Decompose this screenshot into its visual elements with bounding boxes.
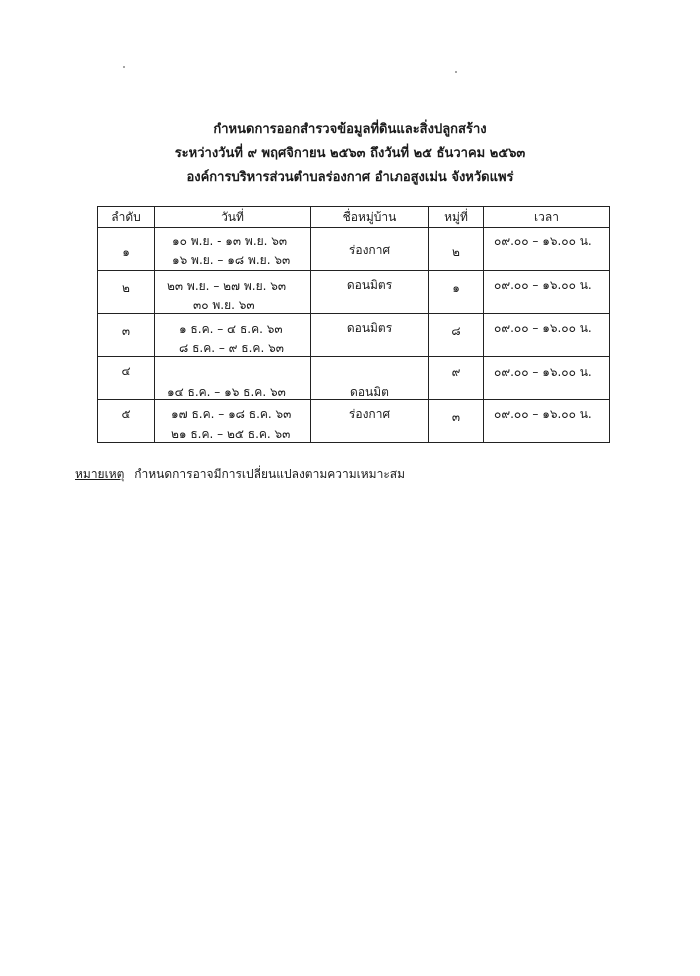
table-header-row	[98, 207, 610, 228]
time-range: ๐๙.๐๐ – ๑๖.๐๐ น.	[494, 278, 592, 292]
row-number: ๔	[121, 364, 131, 378]
date-range-1: ๑๗ ธ.ค. – ๑๘ ธ.ค. ๖๓	[171, 407, 292, 421]
date-range-2: ๘ ธ.ค. – ๙ ธ.ค. ๖๓	[179, 341, 284, 355]
moo-number: ๒	[452, 245, 460, 259]
header-date-range: ระหว่างวันที่ ๙ พฤศจิกายน ๒๕๖๓ ถึงวันที่ ๒๕ ธันวาคม ๒๕๖๓	[174, 146, 526, 161]
time-range: ๐๙.๐๐ – ๑๖.๐๐ น.	[494, 365, 592, 379]
row-number: ๓	[121, 324, 131, 338]
table-row	[98, 357, 610, 400]
date-range-2: ๒๑ ธ.ค. – ๒๕ ธ.ค. ๖๓	[171, 427, 291, 441]
table-row	[98, 228, 610, 271]
scan-speck	[455, 71, 457, 73]
village-name: ดอนมิต	[350, 385, 389, 399]
village-name: ดอนมิตร	[346, 278, 393, 292]
header-organization: องค์การบริหารส่วนตำบลร่องกาศ อำเภอสูงเม่น จังหวัดแพร่	[186, 170, 514, 185]
moo-number: ๓	[451, 410, 461, 424]
row-number: ๕	[121, 407, 131, 421]
date-range-2: ๑๔ ธ.ค. – ๑๖ ธ.ค. ๖๓	[167, 385, 286, 399]
table-row	[98, 314, 610, 357]
moo-number: ๙	[451, 365, 461, 379]
footnote-text: กำหนดการอาจมีการเปลี่ยนแปลงตามความเหมาะสม	[134, 467, 405, 481]
date-range-1: ๑ ธ.ค. – ๔ ธ.ค. ๖๓	[179, 322, 283, 336]
column-header-date: วันที่	[155, 207, 311, 228]
column-header-village: ชื่อหมู่บ้าน	[311, 207, 429, 228]
column-header-no: ลำดับ	[98, 207, 155, 228]
row-number: ๑	[122, 245, 130, 259]
moo-number: ๑	[452, 281, 460, 295]
column-header-time: เวลา	[484, 207, 610, 228]
schedule-table	[97, 206, 610, 443]
footnote	[75, 465, 405, 484]
village-name: ดอนมิตร	[346, 321, 393, 335]
date-range-1: ๒๓ พ.ย. – ๒๗ พ.ย. ๖๓	[167, 279, 287, 293]
time-range: ๐๙.๐๐ – ๑๖.๐๐ น.	[494, 234, 592, 248]
village-name: ร่องกาศ	[348, 243, 391, 257]
time-range: ๐๙.๐๐ – ๑๖.๐๐ น.	[494, 407, 592, 421]
moo-number: ๘	[451, 324, 461, 338]
column-header-moo: หมู่ที่	[429, 207, 484, 228]
date-range-2: ๑๖ พ.ย. – ๑๘ พ.ย. ๖๓	[172, 253, 291, 267]
document-header	[0, 118, 700, 190]
time-range: ๐๙.๐๐ – ๑๖.๐๐ น.	[494, 321, 592, 335]
footnote-label: หมายเหตุ	[75, 467, 125, 481]
table-row	[98, 400, 610, 443]
date-range-2: ๓๐ พ.ย. ๖๓	[193, 298, 255, 312]
village-name: ร่องกาศ	[348, 407, 391, 421]
scan-speck	[123, 66, 125, 68]
header-title: กำหนดการออกสำรวจข้อมูลที่ดินและสิ่งปลูกสร้าง	[213, 122, 487, 137]
row-number: ๒	[122, 281, 130, 295]
table-row	[98, 271, 610, 314]
date-range-1: ๑๐ พ.ย. - ๑๓ พ.ย. ๖๓	[172, 234, 288, 248]
